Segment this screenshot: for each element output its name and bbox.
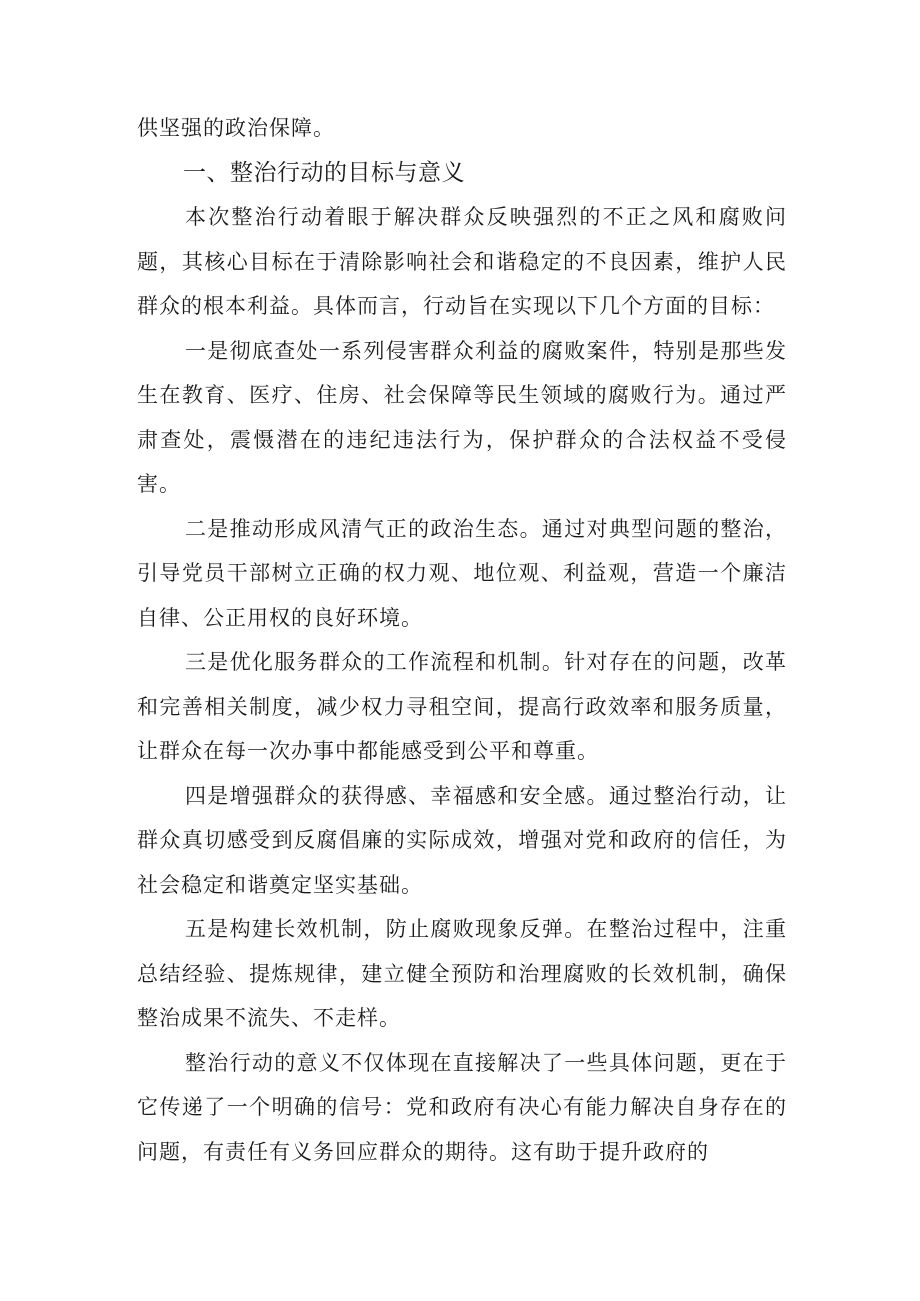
paragraph-intro: 本次整治行动着眼于解决群众反映强烈的不正之风和腐败问题，其核心目标在于清除影响社会和谐稳定的不良因素，维护人民群众的根本利益。具体而言，行动旨在实现以下几个方面的目标： [137, 205, 787, 318]
paragraph-goal-2: 二是推动形成风清气正的政治生态。通过对典型问题的整治，引导党员干部树立正确的权力观、地位观、利益观，营造一个廉洁自律、公正用权的良好环境。 [137, 516, 787, 630]
document-body [137, 106, 787, 1174]
paragraph-significance: 整治行动的意义不仅体现在直接解决了一些具体问题，更在于它传递了一个明确的信号：党和政府有决心有能力解决自身存在的问题，有责任有义务回应群众的期待。这有助于提升政府的 [137, 1050, 787, 1164]
paragraph-goal-5: 五是构建长效机制，防止腐败现象反弹。在整治过程中，注重总结经验、提炼规律，建立健全预防和治理腐败的长效机制，确保整治成果不流失、不走样。 [137, 917, 787, 1030]
section-heading: 一、整治行动的目标与意义 [183, 159, 465, 186]
paragraph-goal-1: 一是彻底查处一系列侵害群众利益的腐败案件，特别是那些发生在教育、医疗、住房、社会保障等民生领域的腐败行为。通过严肃查处，震慑潜在的违纪违法行为，保护群众的合法权益不受侵害。 [137, 338, 787, 496]
continuation-line: 供坚强的政治保障。 [137, 116, 335, 140]
paragraph-goal-4: 四是增强群众的获得感、幸福感和安全感。通过整治行动，让群众真切感受到反腐倡廉的实际成效，增强对党和政府的信任，为社会稳定和谐奠定坚实基础。 [137, 783, 787, 897]
paragraph-goal-3: 三是优化服务群众的工作流程和机制。针对存在的问题，改革和完善相关制度，减少权力寻租空间，提高行政效率和服务质量，让群众在每一次办事中都能感受到公平和尊重。 [137, 650, 787, 763]
